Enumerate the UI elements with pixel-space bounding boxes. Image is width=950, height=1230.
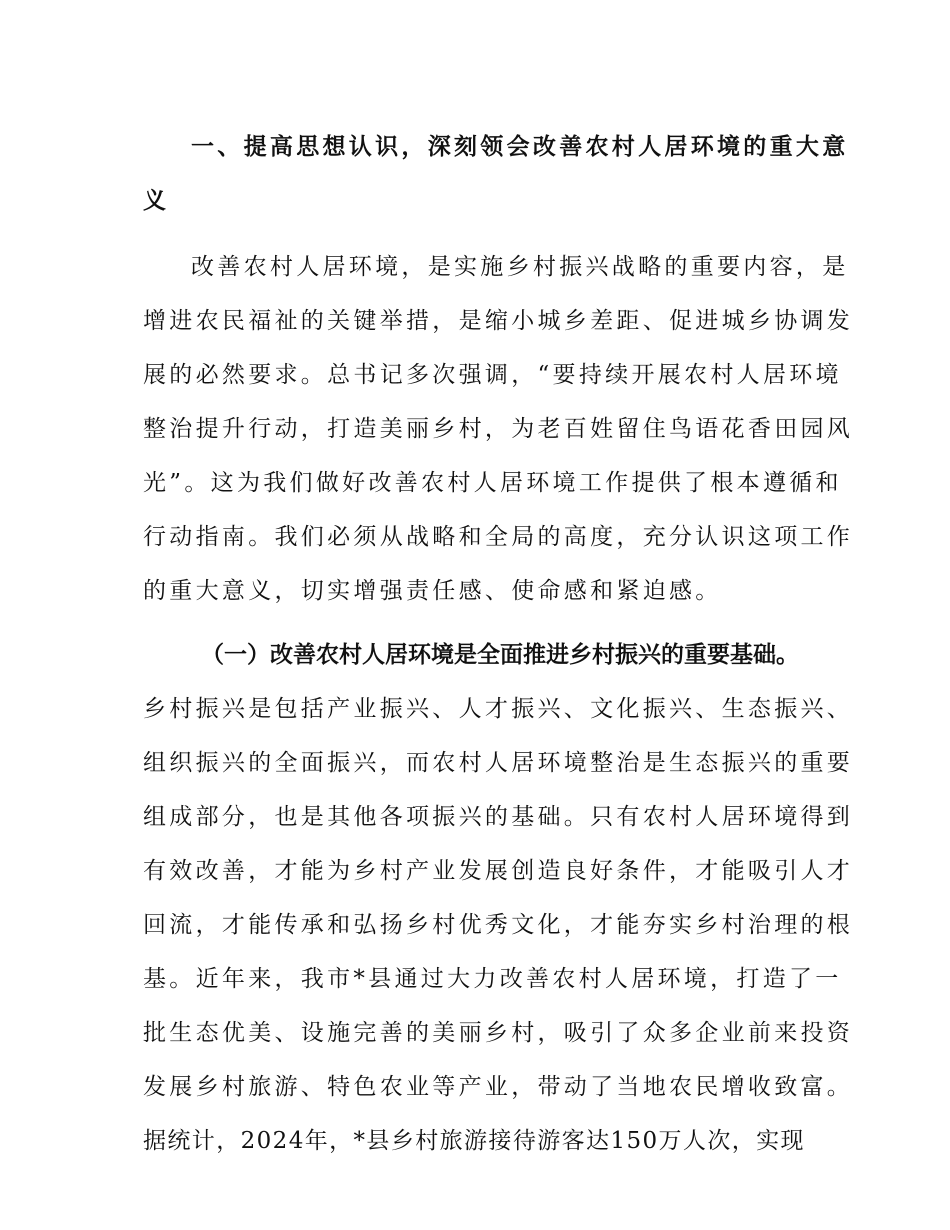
- paragraph-2: [143, 628, 854, 1168]
- paragraph-line: 行动指南。我们必须从战略和全局的高度，充分认识这项工作: [143, 524, 854, 550]
- paragraph-line: 光”。这为我们做好改善农村人居环境工作提供了根本遵循和: [143, 470, 842, 496]
- subsection-heading: （一）改善农村人居环境是全面推进乡村振兴的重要基础。: [201, 642, 799, 668]
- paragraph-line: 有效改善，才能为乡村产业发展创造良好条件，才能吸引人才: [143, 858, 854, 884]
- paragraph-line: 整治提升行动，打造美丽乡村，为老百姓留住鸟语花香田园风: [143, 416, 854, 442]
- paragraph-line: 展的必然要求。总书记多次强调，“要持续开展农村人居环境: [143, 362, 842, 388]
- paragraph-line: 据统计，2024年，*县乡村旅游接待游客达150万人次，实现: [143, 1128, 805, 1154]
- paragraph-line: 乡村振兴是包括产业振兴、人才振兴、文化振兴、生态振兴、: [143, 696, 854, 722]
- paragraph-line: 的重大意义，切实增强责任感、使命感和紧迫感。: [143, 578, 722, 604]
- paragraph-1: [143, 240, 854, 618]
- document-page: [143, 120, 854, 1168]
- paragraph-line: 组成部分，也是其他各项振兴的基础。只有农村人居环境得到: [143, 804, 854, 830]
- section-heading: [143, 120, 849, 228]
- paragraph-line: 回流，才能传承和弘扬乡村优秀文化，才能夯实乡村治理的根: [143, 912, 854, 938]
- section-heading-line-1: 一、提高思想认识，深刻领会改善农村人居环境的重大意: [191, 134, 849, 160]
- paragraph-line: 改善农村人居环境，是实施乡村振兴战略的重要内容，是: [191, 254, 849, 280]
- paragraph-line: 发展乡村旅游、特色农业等产业，带动了当地农民增收致富。: [143, 1074, 854, 1100]
- section-heading-line-2: 义: [143, 188, 166, 214]
- paragraph-line: 组织振兴的全面振兴，而农村人居环境整治是生态振兴的重要: [143, 750, 854, 776]
- paragraph-line: 批生态优美、设施完善的美丽乡村，吸引了众多企业前来投资: [143, 1020, 854, 1046]
- paragraph-line: 增进农民福祉的关键举措，是缩小城乡差距、促进城乡协调发: [143, 308, 854, 334]
- paragraph-line: 基。近年来，我市*县通过大力改善农村人居环境，打造了一: [143, 966, 842, 992]
